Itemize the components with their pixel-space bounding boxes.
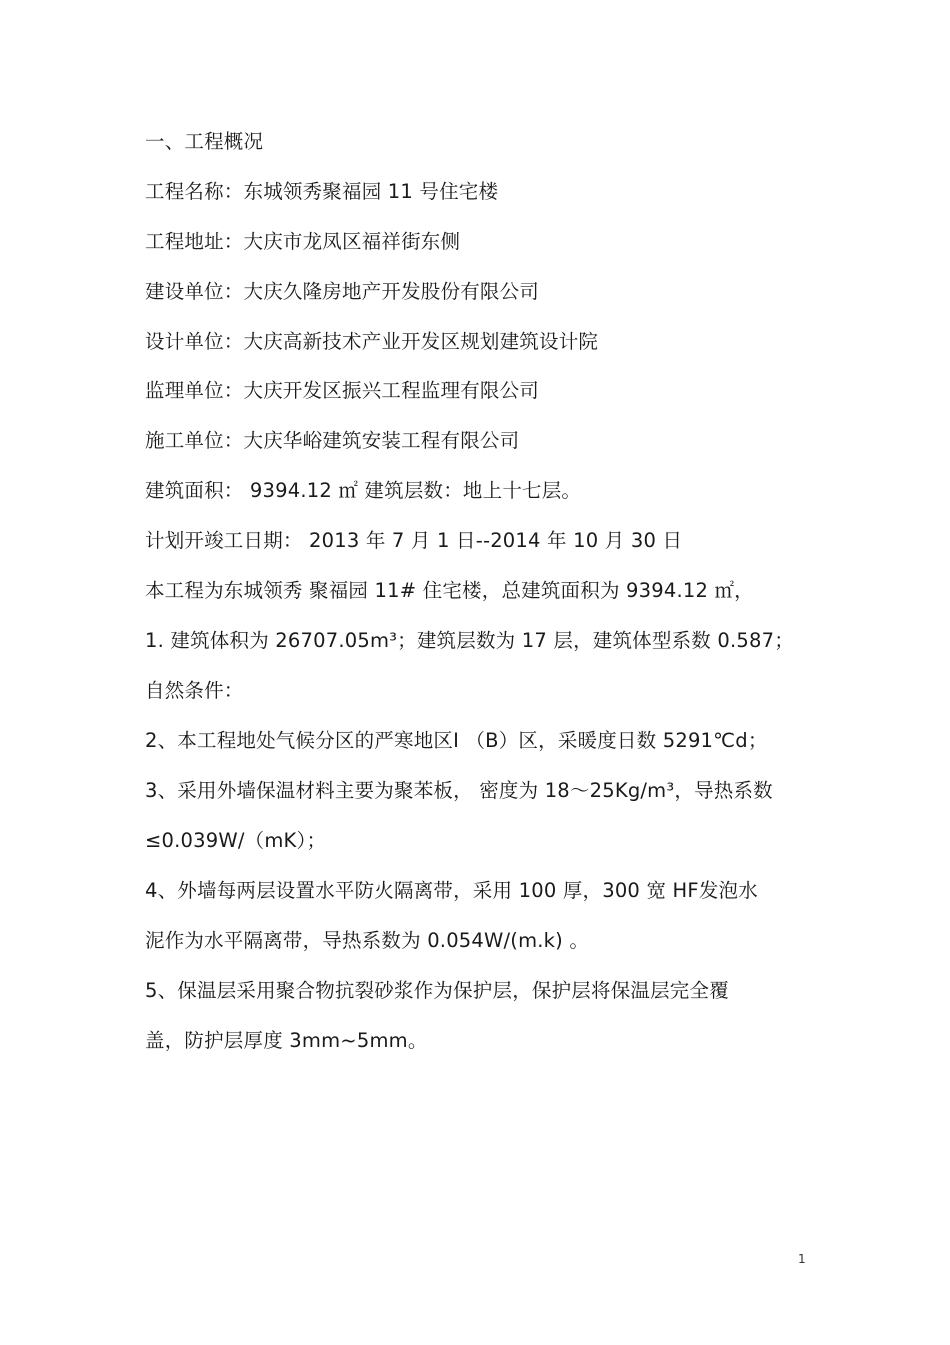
protective-layer-continuation-line: 盖，防护层厚度 3mm~5mm。 [145,1029,428,1052]
climate-line: 2、本工程地处气候分区的严寒地区Ⅰ （B）区，采暖度日数 5291℃d； [145,729,768,752]
summary-line: 本工程为东城领秀 聚福园 11# 住宅楼，总建筑面积为 9394.12 ㎡， [145,579,754,602]
protective-layer-line: 5、保温层采用聚合物抗裂砂浆作为保护层，保护层将保温层完全覆 [145,979,729,1002]
designer-line: 设计单位：大庆高新技术产业开发区规划建筑设计院 [145,330,599,353]
contractor-line: 施工单位：大庆华峪建筑安装工程有限公司 [145,429,520,452]
volume-line: 1. 建筑体积为 26707.05m³；建筑层数为 17 层，建筑体型系数 0.587； [145,629,794,652]
page-number: 1 [798,1252,806,1266]
schedule-line: 计划开竣工日期： 2013 年 7 月 1 日--2014 年 10 月 30 日 [145,529,683,552]
natural-conditions-heading: 自然条件： [145,679,244,702]
section-heading: 一、工程概况 [145,130,264,153]
insulation-material-line: 3、采用外墙保温材料主要为聚苯板， 密度为 18～25Kg/m³，导热系数 [145,779,773,802]
conductivity-line: ≤0.039W/（mK）； [145,829,327,852]
firebreak-line: 4、外墙每两层设置水平防火隔离带，采用 100 厚，300 宽 HF发泡水 [145,879,758,902]
developer-line: 建设单位：大庆久隆房地产开发股份有限公司 [145,280,540,303]
project-name-line: 工程名称：东城领秀聚福园 11 号住宅楼 [145,180,499,203]
project-address-line: 工程地址：大庆市龙凤区福祥街东侧 [145,230,461,253]
firebreak-continuation-line: 泥作为水平隔离带，导热系数为 0.054W/(m.k) 。 [145,929,590,952]
building-area-line: 建筑面积： 9394.12 ㎡ 建筑层数：地上十七层。 [145,479,582,502]
supervisor-line: 监理单位：大庆开发区振兴工程监理有限公司 [145,379,540,402]
